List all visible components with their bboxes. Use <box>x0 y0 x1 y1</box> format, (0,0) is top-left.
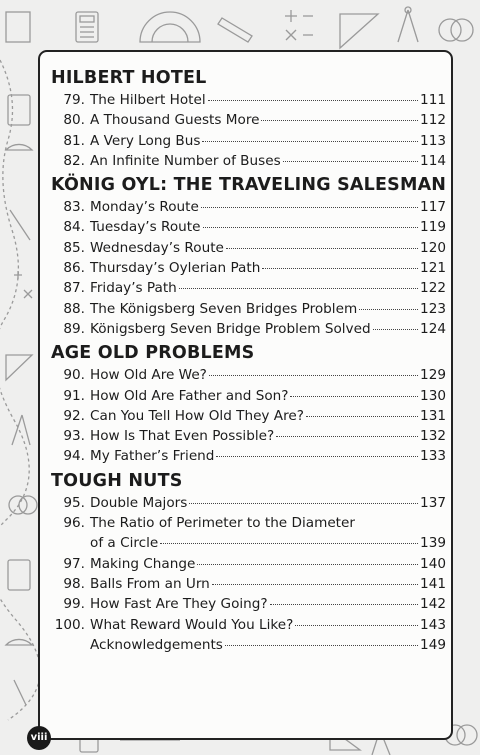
toc-entry[interactable] <box>51 131 446 151</box>
entry-title: Thursday’s Oylerian Path <box>90 260 261 277</box>
entry-number: 98. <box>63 575 85 592</box>
toc-entry[interactable] <box>51 197 446 217</box>
entry-page: 129 <box>420 367 446 384</box>
dot-leader <box>216 456 418 457</box>
entry-page: 139 <box>420 535 446 552</box>
dot-leader <box>261 120 418 121</box>
pencil-icon-left <box>10 210 30 240</box>
toc-entry[interactable] <box>51 217 446 237</box>
dot-leader <box>295 625 418 626</box>
entry-page: 112 <box>420 112 446 129</box>
pencil-icon <box>218 18 252 42</box>
dot-leader <box>226 248 418 249</box>
toc-entry[interactable] <box>51 635 446 655</box>
triangle-ruler-icon <box>340 14 378 48</box>
calculator-icon-left-2 <box>8 560 30 590</box>
toc-entry[interactable] <box>51 278 446 298</box>
entry-number: 96. <box>63 515 85 532</box>
entry-page: 111 <box>420 92 446 108</box>
entry-number: 90. <box>63 367 85 384</box>
entry-number: 80. <box>63 112 85 129</box>
toc-entry[interactable] <box>51 365 446 385</box>
entry-number: 97. <box>63 555 85 572</box>
entry-page: 124 <box>420 320 446 337</box>
compass-icon <box>398 7 418 42</box>
toc-entry[interactable] <box>51 319 446 339</box>
entry-title-continuation: of a Circle <box>90 535 159 552</box>
dot-leader <box>373 329 418 330</box>
toc-entry[interactable] <box>51 426 446 446</box>
toc-entry[interactable] <box>51 90 446 110</box>
entry-page: 141 <box>420 575 446 592</box>
toc-entry[interactable] <box>51 554 446 574</box>
entry-page: 132 <box>420 428 446 445</box>
toc-entry[interactable] <box>51 299 446 319</box>
toc-entry[interactable] <box>51 406 446 426</box>
entry-number: 85. <box>63 239 85 256</box>
entry-page: 142 <box>420 596 446 613</box>
cube-icon <box>6 12 30 42</box>
entry-number: 92. <box>63 407 85 424</box>
entry-number: 88. <box>63 300 85 317</box>
section-title: AGE OLD PROBLEMS <box>51 343 255 364</box>
entry-title: Wednesday’s Route <box>90 239 224 256</box>
dot-leader <box>189 503 418 504</box>
entry-number: 82. <box>63 152 85 169</box>
page-number-badge: viii <box>27 726 51 750</box>
triangle-ruler-icon-left <box>6 355 32 380</box>
section-title: HILBERT HOTEL <box>51 68 207 88</box>
entry-page: 117 <box>420 199 446 216</box>
table-of-contents <box>51 62 446 655</box>
entry-page: 119 <box>420 219 446 236</box>
toc-entry[interactable] <box>51 238 446 258</box>
entry-title: An Infinite Number of Buses <box>90 152 281 169</box>
entry-title: A Thousand Guests More <box>90 112 260 129</box>
math-operators-icon <box>285 10 313 40</box>
entry-title: Königsberg Seven Bridge Problem Solved <box>90 320 371 337</box>
dot-leader <box>212 584 418 585</box>
entry-number: 89. <box>63 320 85 337</box>
toc-entry[interactable] <box>51 615 446 635</box>
section-title: KÖNIG OYL: THE TRAVELING SALESMAN <box>51 175 447 196</box>
entry-title: Making Change <box>90 555 196 572</box>
toc-entry[interactable] <box>51 493 446 513</box>
entry-page: 137 <box>420 494 446 511</box>
entry-number: 99. <box>63 596 85 613</box>
dot-leader <box>197 564 418 565</box>
entry-page: 149 <box>420 636 446 653</box>
entry-page: 130 <box>420 387 446 404</box>
toc-entry[interactable] <box>51 594 446 614</box>
dot-leader <box>179 288 418 289</box>
entry-number: 95. <box>63 494 85 511</box>
entry-title: Friday’s Path <box>90 280 177 297</box>
dot-leader <box>225 645 418 646</box>
entry-title: Can You Tell How Old They Are? <box>90 407 304 424</box>
toc-entry[interactable] <box>51 574 446 594</box>
entry-title: The Ratio of Perimeter to the Diameter <box>90 515 355 532</box>
entry-number: 94. <box>63 448 85 465</box>
dot-leader <box>306 416 418 417</box>
dot-leader <box>201 207 418 208</box>
entry-title: Monday’s Route <box>90 199 199 216</box>
protractor-icon-left <box>6 144 32 150</box>
entry-page: 121 <box>420 260 446 277</box>
toc-entry[interactable] <box>51 513 446 533</box>
entry-number: 86. <box>63 260 85 277</box>
toc-entry[interactable] <box>51 151 446 171</box>
protractor-icon <box>140 12 200 42</box>
toc-entry[interactable] <box>51 258 446 278</box>
entry-page: 113 <box>420 132 446 149</box>
entry-page: 114 <box>420 152 446 169</box>
entry-page: 133 <box>420 448 446 465</box>
section-title: TOUGH NUTS <box>51 470 183 491</box>
toc-entry[interactable] <box>51 386 446 406</box>
entry-title: What Reward Would You Like? <box>90 616 294 633</box>
entry-number: 83. <box>63 199 85 216</box>
entry-number: 84. <box>63 219 85 236</box>
entry-number: 81. <box>63 132 85 149</box>
entry-title: A Very Long Bus <box>90 132 201 149</box>
calculator-icon <box>76 12 98 42</box>
entry-title: Double Majors <box>90 494 188 511</box>
toc-entry[interactable] <box>51 446 446 466</box>
entry-title: The Hilbert Hotel <box>90 92 206 108</box>
entry-number: 87. <box>63 280 85 297</box>
entry-title: How Fast Are They Going? <box>90 596 268 613</box>
entry-title: How Old Are Father and Son? <box>90 387 289 404</box>
dot-leader <box>202 141 418 142</box>
entry-page: 120 <box>420 239 446 256</box>
dot-leader <box>270 604 418 605</box>
entry-page: 143 <box>420 616 446 633</box>
dot-leader <box>209 375 418 376</box>
entry-number: 79. <box>63 92 85 108</box>
entry-title: Balls From an Urn <box>90 575 210 592</box>
entry-title: Acknowledgements <box>90 636 223 653</box>
dot-leader <box>290 396 418 397</box>
entry-title: Tuesday’s Route <box>90 219 201 236</box>
entry-page: 131 <box>420 407 446 424</box>
dot-leader <box>276 436 418 437</box>
entry-page: 123 <box>420 300 446 317</box>
entry-page: 122 <box>420 280 446 297</box>
entry-title: My Father’s Friend <box>90 448 215 465</box>
dot-leader <box>283 161 418 162</box>
venn-diagram-icon <box>439 19 473 41</box>
toc-entry-continuation[interactable] <box>51 533 446 553</box>
entry-number: 100. <box>54 616 85 633</box>
entry-title: The Königsberg Seven Bridges Problem <box>90 300 358 317</box>
entry-page: 140 <box>420 555 446 572</box>
entry-number: 93. <box>63 428 85 445</box>
entry-title: How Is That Even Possible? <box>90 428 275 445</box>
toc-entry[interactable] <box>51 110 446 130</box>
dot-leader <box>203 227 419 228</box>
compass-icon-left <box>12 415 30 445</box>
dot-leader <box>359 309 418 310</box>
dot-leader <box>160 543 418 544</box>
dot-leader <box>262 268 418 269</box>
entry-number: 91. <box>63 387 85 404</box>
dot-leader <box>208 100 418 101</box>
entry-title: How Old Are We? <box>90 367 207 384</box>
